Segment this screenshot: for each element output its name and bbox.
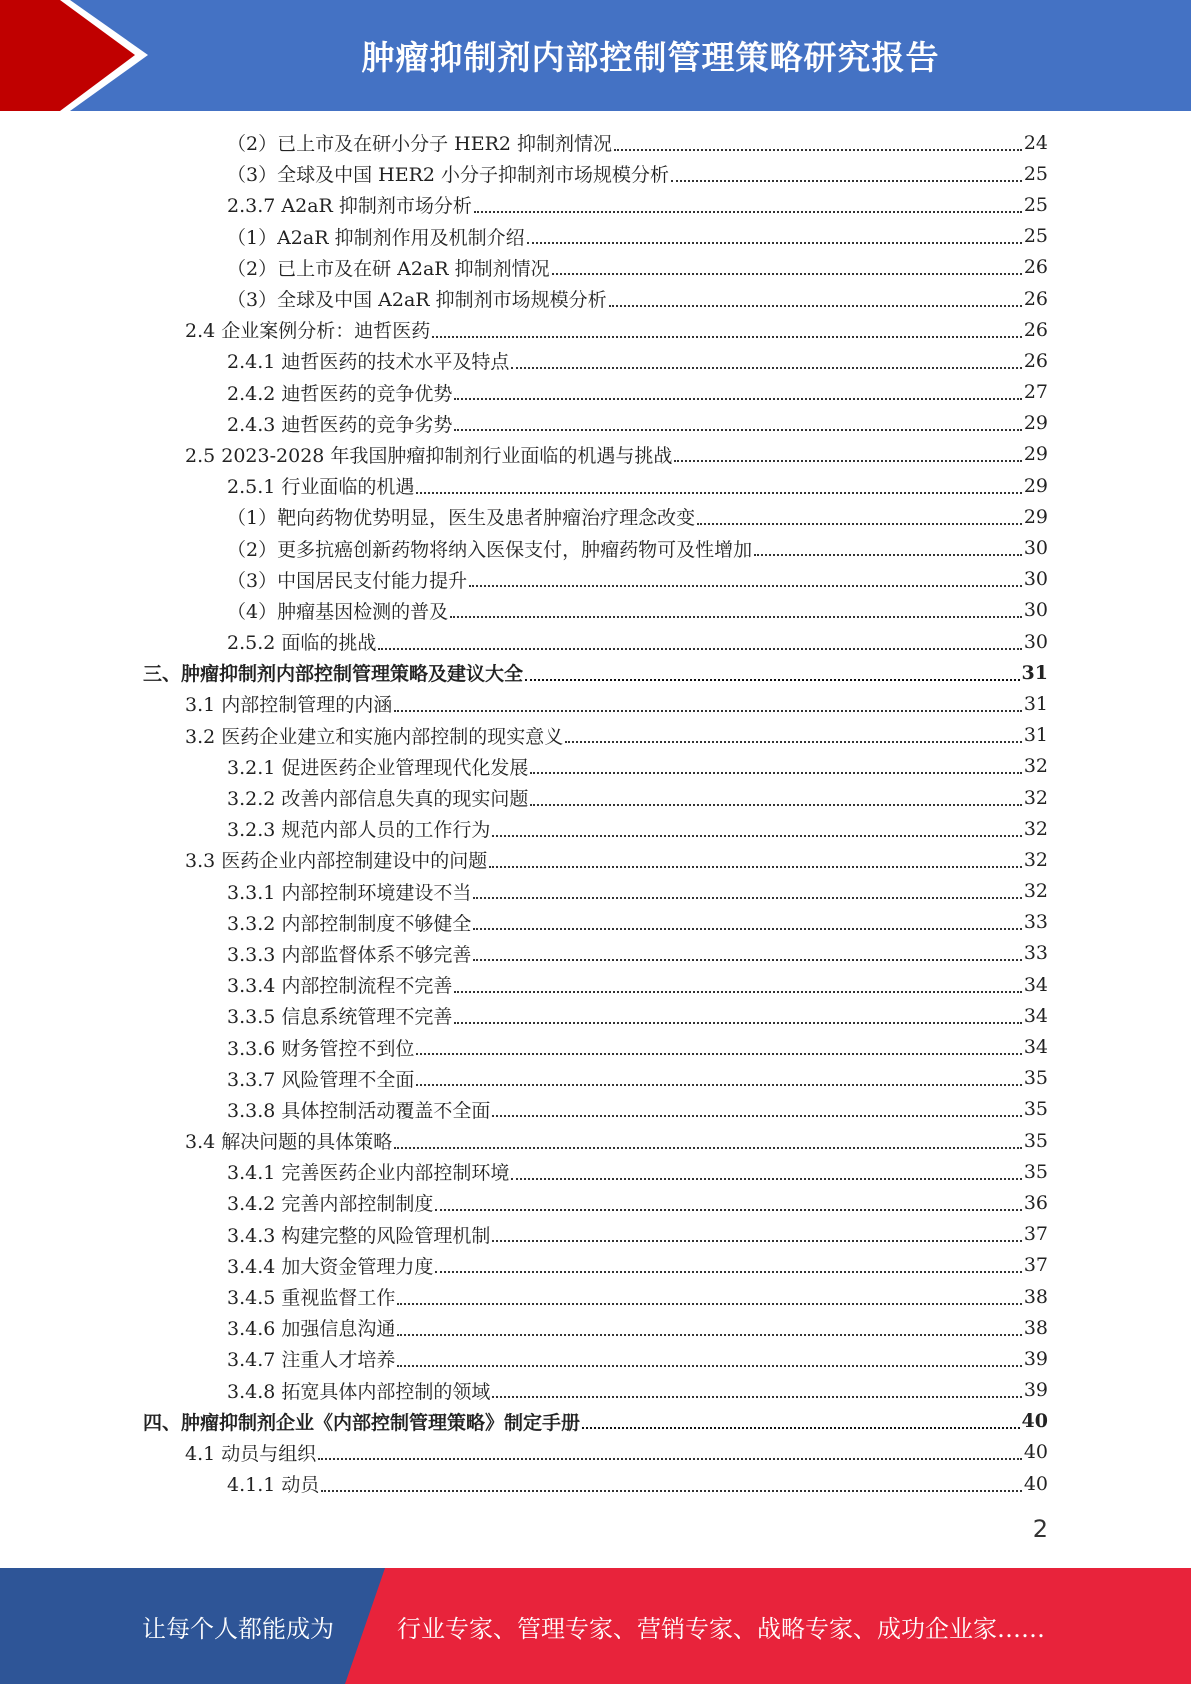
toc-entry-label: （1）A2aR 抑制剂作用及机制介绍 xyxy=(227,226,525,249)
toc-leader-dots xyxy=(454,973,1021,993)
toc-leader-dots xyxy=(754,536,1022,556)
toc-leader-dots xyxy=(474,193,1022,213)
toc-entry-page: 26 xyxy=(1023,287,1048,310)
footer-slogan: 让每个人都能成为 xyxy=(142,1614,334,1643)
toc-entry-page: 35 xyxy=(1023,1098,1048,1121)
toc-entry-label: （3）中国居民支付能力提升 xyxy=(227,569,468,592)
toc-entry-page: 35 xyxy=(1023,1160,1048,1183)
toc-leader-dots xyxy=(530,754,1021,774)
toc-entry[interactable] xyxy=(0,1437,1191,1468)
toc-entry-page: 31 xyxy=(1021,661,1048,684)
toc-entry[interactable] xyxy=(0,252,1191,283)
toc-entry-label: 3.2.3 规范内部人员的工作行为 xyxy=(227,819,491,842)
toc-entry[interactable] xyxy=(0,626,1191,657)
toc-entry-label: 3.4.8 拓宽具体内部控制的领域 xyxy=(227,1380,491,1403)
toc-entry[interactable] xyxy=(0,876,1191,907)
toc-entry[interactable] xyxy=(0,532,1191,563)
toc-entry[interactable] xyxy=(0,1375,1191,1406)
toc-entry[interactable] xyxy=(0,1187,1191,1218)
toc-leader-dots xyxy=(565,723,1022,743)
toc-leader-dots xyxy=(527,224,1022,244)
toc-entry-label: 4.1.1 动员 xyxy=(227,1474,320,1497)
toc-leader-dots xyxy=(489,848,1022,868)
toc-leader-dots xyxy=(609,287,1022,307)
toc-entry-page: 34 xyxy=(1023,1036,1048,1059)
toc-leader-dots xyxy=(454,380,1021,400)
toc-entry-label: 2.4.2 迪哲医药的竞争优势 xyxy=(227,382,453,405)
toc-leader-dots xyxy=(435,1253,1021,1273)
toc-entry[interactable] xyxy=(0,751,1191,782)
toc-entry-label: （1）靶向药物优势明显，医生及患者肿瘤治疗理念改变 xyxy=(227,507,696,530)
toc-entry-page: 24 xyxy=(1023,131,1048,154)
toc-entry-label: 3.3.1 内部控制环境建设不当 xyxy=(227,881,472,904)
toc-leader-dots xyxy=(435,1191,1021,1211)
toc-entry[interactable] xyxy=(0,1343,1191,1374)
toc-entry-page: 29 xyxy=(1023,505,1048,528)
toc-entry[interactable] xyxy=(0,657,1191,688)
toc-entry-page: 26 xyxy=(1023,349,1048,372)
toc-leader-dots xyxy=(511,349,1021,369)
toc-entry[interactable] xyxy=(0,345,1191,376)
toc-entry-label: 3.3.2 内部控制制度不够健全 xyxy=(227,912,472,935)
toc-entry-label: 四、肿瘤抑制剂企业《内部控制管理策略》制定手册 xyxy=(143,1411,581,1434)
toc-entry-page: 26 xyxy=(1023,318,1048,341)
toc-entry[interactable] xyxy=(0,1312,1191,1343)
toc-leader-dots xyxy=(394,1129,1022,1149)
toc-entry[interactable] xyxy=(0,782,1191,813)
toc-entry-page: 35 xyxy=(1023,1129,1048,1152)
toc-entry-page: 30 xyxy=(1023,568,1048,591)
toc-entry[interactable] xyxy=(0,470,1191,501)
toc-leader-dots xyxy=(511,1160,1021,1180)
toc-entry-page: 29 xyxy=(1023,443,1048,466)
toc-leader-dots xyxy=(469,567,1022,587)
toc-entry[interactable] xyxy=(0,1000,1191,1031)
toc-entry-page: 33 xyxy=(1023,911,1048,934)
toc-entry[interactable] xyxy=(0,907,1191,938)
toc-entry-label: 三、肿瘤抑制剂内部控制管理策略及建议大全 xyxy=(143,663,524,686)
toc-entry[interactable] xyxy=(0,189,1191,220)
toc-entry-label: （3）全球及中国 HER2 小分子抑制剂市场规模分析 xyxy=(227,164,670,187)
toc-leader-dots xyxy=(454,1004,1021,1024)
toc-entry-page: 37 xyxy=(1023,1223,1048,1246)
toc-entry[interactable] xyxy=(0,314,1191,345)
toc-entry[interactable] xyxy=(0,1063,1191,1094)
toc-entry-label: 3.4.4 加大资金管理力度 xyxy=(227,1255,434,1278)
toc-entry[interactable] xyxy=(0,813,1191,844)
toc-entry-label: 3.3.4 内部控制流程不完善 xyxy=(227,975,453,998)
toc-leader-dots xyxy=(416,1066,1021,1086)
toc-entry[interactable] xyxy=(0,969,1191,1000)
toc-entry[interactable] xyxy=(0,688,1191,719)
toc-entry-label: 2.5.1 行业面临的机遇 xyxy=(227,476,415,499)
toc-entry-page: 32 xyxy=(1023,817,1048,840)
toc-leader-dots xyxy=(552,255,1022,275)
toc-entry-label: 3.3.7 风险管理不全面 xyxy=(227,1068,415,1091)
toc-entry-page: 26 xyxy=(1023,256,1048,279)
toc-leader-dots xyxy=(473,879,1021,899)
toc-entry[interactable] xyxy=(0,1250,1191,1281)
toc-leader-dots xyxy=(416,1035,1021,1055)
toc-entry[interactable] xyxy=(0,720,1191,751)
toc-leader-dots xyxy=(671,162,1022,182)
toc-entry-label: 2.5 2023-2028 年我国肿瘤抑制剂行业面临的机遇与挑战 xyxy=(185,444,673,467)
page-header xyxy=(0,0,1191,111)
toc-entry-label: 3.2.2 改善内部信息失真的现实问题 xyxy=(227,788,529,811)
toc-entry[interactable] xyxy=(0,221,1191,252)
toc-leader-dots xyxy=(582,1409,1020,1429)
toc-leader-dots xyxy=(530,786,1021,806)
toc-entry-label: 3.4.1 完善医药企业内部控制环境 xyxy=(227,1162,510,1185)
report-title: 肿瘤抑制剂内部控制管理策略研究报告 xyxy=(361,38,940,77)
toc-entry[interactable] xyxy=(0,501,1191,532)
toc-leader-dots xyxy=(614,131,1022,151)
toc-entry-page: 34 xyxy=(1023,973,1048,996)
toc-entry-page: 35 xyxy=(1023,1067,1048,1090)
toc-entry[interactable] xyxy=(0,1094,1191,1125)
toc-entry-page: 31 xyxy=(1023,692,1048,715)
toc-entry-page: 40 xyxy=(1021,1410,1048,1433)
toc-leader-dots xyxy=(432,318,1022,338)
toc-entry-page: 32 xyxy=(1023,786,1048,809)
toc-leader-dots xyxy=(473,910,1021,930)
toc-entry-label: 3.3.3 内部监督体系不够完善 xyxy=(227,943,472,966)
toc-leader-dots xyxy=(416,474,1021,494)
toc-entry-label: 2.4.1 迪哲医药的技术水平及特点 xyxy=(227,351,510,374)
toc-leader-dots xyxy=(397,1285,1021,1305)
toc-entry[interactable] xyxy=(0,1219,1191,1250)
toc-entry-label: 3.3.8 具体控制活动覆盖不全面 xyxy=(227,1099,491,1122)
toc-leader-dots xyxy=(492,817,1021,837)
toc-leader-dots xyxy=(378,630,1021,650)
toc-entry-page: 39 xyxy=(1023,1379,1048,1402)
toc-entry-label: 3.1 内部控制管理的内涵 xyxy=(185,694,393,717)
toc-entry-label: 3.4.7 注重人才培养 xyxy=(227,1349,396,1372)
toc-leader-dots xyxy=(321,1472,1021,1492)
toc-entry-page: 31 xyxy=(1023,724,1048,747)
toc-entry-label: 2.4.3 迪哲医药的竞争劣势 xyxy=(227,413,453,436)
toc-entry-label: 3.2 医药企业建立和实施内部控制的现实意义 xyxy=(185,725,564,748)
page-footer xyxy=(0,1568,1191,1684)
toc-entry[interactable] xyxy=(0,439,1191,470)
toc-entry[interactable] xyxy=(0,1125,1191,1156)
toc-entry-page: 33 xyxy=(1023,942,1048,965)
toc-entry-page: 25 xyxy=(1023,162,1048,185)
toc-entry-label: （2）已上市及在研小分子 HER2 抑制剂情况 xyxy=(227,133,613,156)
toc-entry-label: （3）全球及中国 A2aR 抑制剂市场规模分析 xyxy=(227,289,607,312)
header-arrow-icon xyxy=(0,0,160,111)
toc-entry[interactable] xyxy=(0,1406,1191,1437)
toc-leader-dots xyxy=(394,692,1022,712)
toc-entry-page: 34 xyxy=(1023,1004,1048,1027)
toc-entry-label: 3.2.1 促进医药企业管理现代化发展 xyxy=(227,756,529,779)
toc-entry-label: 3.4 解决问题的具体策略 xyxy=(185,1131,393,1154)
toc-leader-dots xyxy=(397,1316,1021,1336)
toc-entry[interactable] xyxy=(0,595,1191,626)
toc-entry[interactable] xyxy=(0,408,1191,439)
toc-leader-dots xyxy=(492,1378,1021,1398)
toc-entry-page: 37 xyxy=(1023,1254,1048,1277)
toc-leader-dots xyxy=(450,598,1022,618)
toc-leader-dots xyxy=(674,442,1021,462)
toc-entry-page: 29 xyxy=(1023,412,1048,435)
toc-entry-page: 39 xyxy=(1023,1347,1048,1370)
toc-entry[interactable] xyxy=(0,564,1191,595)
toc-entry-page: 32 xyxy=(1023,880,1048,903)
toc-entry-label: （2）更多抗癌创新药物将纳入医保支付，肿瘤药物可及性增加 xyxy=(227,538,753,561)
toc-leader-dots xyxy=(397,1347,1021,1367)
toc-entry-page: 25 xyxy=(1023,225,1048,248)
toc-entry[interactable] xyxy=(0,377,1191,408)
toc-entry[interactable] xyxy=(0,283,1191,314)
toc-entry-page: 36 xyxy=(1023,1191,1048,1214)
toc-entry-page: 40 xyxy=(1023,1441,1048,1464)
toc-entry[interactable] xyxy=(0,127,1191,158)
toc-entry-label: 3.4.5 重视监督工作 xyxy=(227,1287,396,1310)
toc-leader-dots xyxy=(492,1097,1021,1117)
footer-roles: 行业专家、管理专家、营销专家、战略专家、成功企业家…… xyxy=(397,1614,1045,1643)
toc-entry[interactable] xyxy=(0,158,1191,189)
toc-leader-dots xyxy=(525,661,1020,681)
toc-entry-label: （4）肿瘤基因检测的普及 xyxy=(227,600,449,623)
toc-entry[interactable] xyxy=(0,938,1191,969)
toc-entry-page: 32 xyxy=(1023,848,1048,871)
toc-entry-label: 3.3.5 信息系统管理不完善 xyxy=(227,1006,453,1029)
toc-entry-page: 29 xyxy=(1023,474,1048,497)
page-number: 2 xyxy=(1032,1515,1048,1543)
toc-entry-label: 3.4.2 完善内部控制制度 xyxy=(227,1193,434,1216)
toc-entry-page: 38 xyxy=(1023,1285,1048,1308)
toc-entry-page: 27 xyxy=(1023,381,1048,404)
toc-entry[interactable] xyxy=(0,844,1191,875)
toc-entry-label: 2.5.2 面临的挑战 xyxy=(227,632,377,655)
toc-entry[interactable] xyxy=(0,1281,1191,1312)
toc-entry-page: 25 xyxy=(1023,193,1048,216)
toc-entry-label: 2.3.7 A2aR 抑制剂市场分析 xyxy=(227,195,472,218)
toc-entry[interactable] xyxy=(0,1031,1191,1062)
toc-leader-dots xyxy=(473,941,1021,961)
toc-entry-label: 4.1 动员与组织 xyxy=(185,1442,317,1465)
toc-entry-label: 3.3 医药企业内部控制建设中的问题 xyxy=(185,850,488,873)
toc-leader-dots xyxy=(492,1222,1021,1242)
toc-entry-label: 3.3.6 财务管控不到位 xyxy=(227,1037,415,1060)
toc-entry-page: 32 xyxy=(1023,755,1048,778)
toc-entry[interactable] xyxy=(0,1468,1191,1499)
toc-leader-dots xyxy=(454,411,1021,431)
toc-entry-page: 40 xyxy=(1023,1472,1048,1495)
table-of-contents xyxy=(0,127,1191,1499)
toc-entry-label: （2）已上市及在研 A2aR 抑制剂情况 xyxy=(227,257,550,280)
toc-leader-dots xyxy=(318,1440,1022,1460)
toc-entry[interactable] xyxy=(0,1156,1191,1187)
toc-entry-label: 2.4 企业案例分析：迪哲医药 xyxy=(185,320,431,343)
toc-entry-label: 3.4.6 加强信息沟通 xyxy=(227,1318,396,1341)
toc-entry-label: 3.4.3 构建完整的风险管理机制 xyxy=(227,1224,491,1247)
toc-entry-page: 30 xyxy=(1023,630,1048,653)
toc-entry-page: 30 xyxy=(1023,537,1048,560)
toc-entry-page: 30 xyxy=(1023,599,1048,622)
toc-entry-page: 38 xyxy=(1023,1316,1048,1339)
toc-leader-dots xyxy=(697,505,1022,525)
